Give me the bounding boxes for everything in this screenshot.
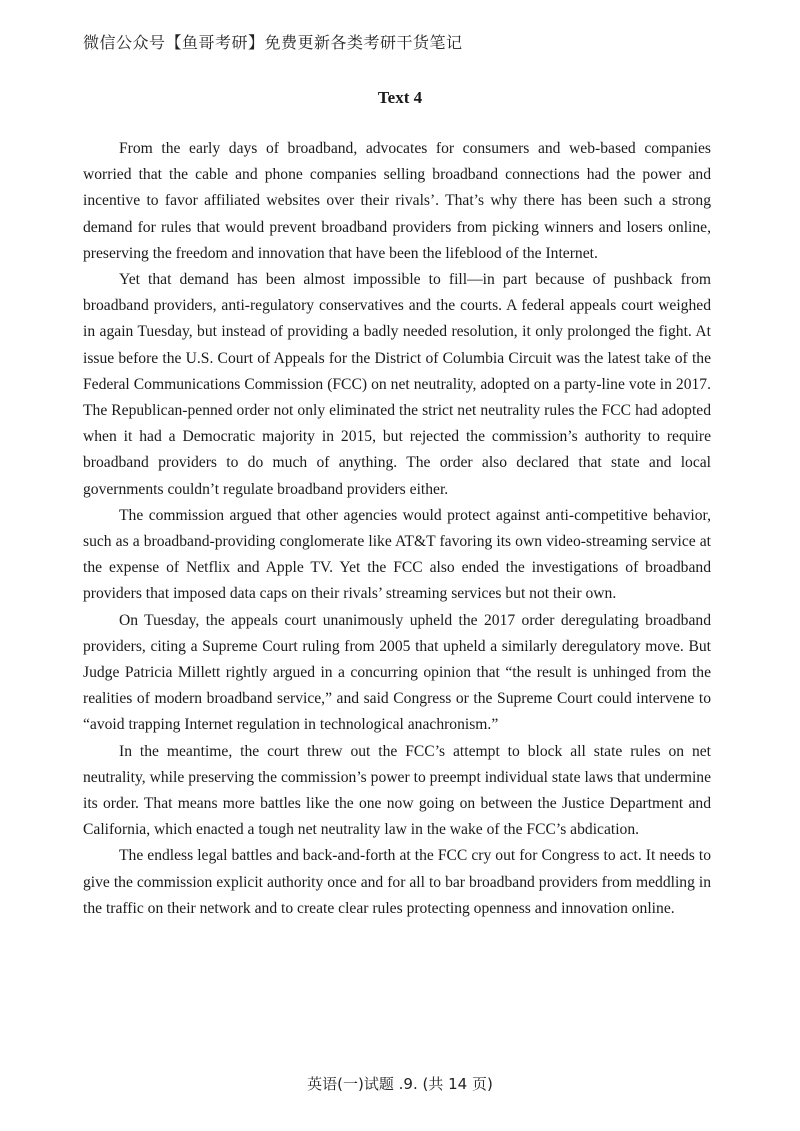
- page-header: 微信公众号【鱼哥考研】免费更新各类考研干货笔记: [83, 33, 463, 52]
- paragraph-4: On Tuesday, the appeals court unanimously upheld the 2017 order deregulating broadband providers, citing a Supreme Court ruling from 2005 that upheld a similarly deregulatory move. But Judge Patricia Millett rightly argued in a concurring opinion that “the result is unhinged from the realities of modern broadband service,” and said Congress or the Supreme Court could intervene to “avoid trapping Internet regulation in technological anachronism.”: [83, 611, 711, 734]
- paragraph-5: In the meantime, the court threw out the FCC’s attempt to block all state rules on net neutrality, while preserving the commission’s power to preempt individual state laws that undermine its order. That means more battles like the one now going on between the Justice Department and California, which enacted a tough net neutrality law in the wake of the FCC’s abdication.: [83, 742, 711, 839]
- page-footer: 英语(一)试题 .9. (共 14 页): [307, 1075, 493, 1093]
- section-title: Text 4: [377, 88, 423, 107]
- paragraph-6: The endless legal battles and back-and-forth at the FCC cry out for Congress to act. It needs to give the commission explicit authority once and for all to bar broadband providers from meddling in the traffic on their network and to create clear rules protecting openness and innovation online.: [83, 847, 711, 917]
- article-body: [83, 136, 711, 922]
- paragraph-3: The commission argued that other agencies would protect against anti-competitive behavior, such as a broadband-providing conglomerate like AT&T favoring its own video-streaming service at the expense of Netflix and Apple TV. Yet the FCC also ended the investigations of broadband providers that imposed data caps on their rivals’ streaming services but not their own.: [83, 506, 711, 603]
- paragraph-1: From the early days of broadband, advocates for consumers and web-based companies worried that the cable and phone companies selling broadband connections had the power and incentive to favor affiliated websites over their rivals’. That’s why there has been such a strong demand for rules that would prevent broadband providers from picking winners and losers online, preserving the freedom and innovation that have been the lifeblood of the Internet.: [83, 140, 711, 262]
- paragraph-2: Yet that demand has been almost impossible to fill—in part because of pushback from broadband providers, anti-regulatory conservatives and the courts. A federal appeals court weighed in again Tuesday, but instead of providing a badly needed resolution, it only prolonged the fight. At issue before the U.S. Court of Appeals for the District of Columbia Circuit was the latest take of the Federal Communications Commission (FCC) on net neutrality, adopted on a party-line vote in 2017. The Republican-penned order not only eliminated the strict net neutrality rules the FCC had adopted when it had a Democratic majority in 2015, but rejected the commission’s authority to require broadband providers to do much of anything. The order also declared that state and local governments couldn’t regulate broadband providers either.: [83, 271, 711, 498]
